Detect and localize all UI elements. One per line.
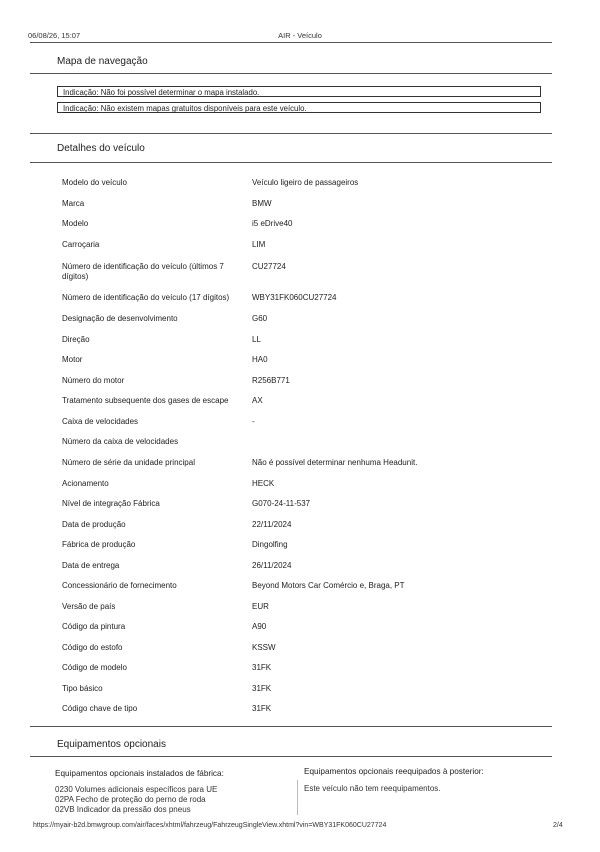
row-value: G070-24-11-537 [252, 499, 311, 508]
row-label: Concessionário de fornecimento [62, 581, 177, 590]
row-label: Modelo [62, 219, 89, 228]
nav-map-title: Mapa de navegação [57, 56, 148, 67]
row-value: 26/11/2024 [252, 561, 292, 570]
row-value: - [252, 417, 255, 426]
row-value: 31FK [252, 663, 272, 672]
row-label: Versão de país [62, 602, 116, 611]
print-datetime: 06/08/26, 15:07 [28, 31, 81, 40]
row-value: AX [252, 396, 263, 405]
nav-map-divider [30, 73, 552, 74]
row-label: Tipo básico [62, 684, 103, 693]
row-label: Acionamento [62, 479, 109, 488]
vehicle-details-divider [30, 162, 552, 163]
document-title: AIR - Veículo [278, 31, 322, 40]
equipment-divider [30, 756, 552, 757]
retrofit-equipment-text: Este veículo não tem reequipamentos. [304, 784, 441, 793]
row-value: CU27724 [252, 262, 286, 271]
row-value: Dingolfing [252, 540, 288, 549]
notice-text: Não existem mapas gratuitos disponíveis para este veículo. [100, 104, 307, 113]
notice-text: Não foi possível determinar o mapa instalado. [100, 88, 260, 97]
row-label: Número de identificação do veículo (17 dígitos) [62, 293, 230, 302]
row-label: Código chave de tipo [62, 704, 138, 713]
vehicle-details-title: Detalhes do veículo [57, 143, 145, 154]
row-value: HA0 [252, 355, 268, 364]
row-value: 31FK [252, 704, 272, 713]
row-label: Marca [62, 199, 85, 208]
row-label: Número da caixa de velocidades [62, 437, 179, 446]
row-label: Caixa de velocidades [62, 417, 139, 426]
row-value: A90 [252, 622, 267, 631]
row-value: 22/11/2024 [252, 520, 292, 529]
vehicle-details-top-divider [30, 133, 552, 134]
row-label: Data de entrega [62, 561, 120, 570]
row-value: R256B771 [252, 376, 290, 385]
row-value: WBY31FK060CU27724 [252, 293, 337, 302]
row-value: G60 [252, 314, 268, 323]
row-label: Tratamento subsequente dos gases de escape [62, 396, 229, 405]
row-label: Direção [62, 335, 90, 344]
row-value: i5 eDrive40 [252, 219, 293, 228]
page-number: 2/4 [553, 822, 563, 829]
list-item: 02VB Indicador da pressão dos pneus [55, 805, 191, 814]
row-value: Não é possível determinar nenhuma Headunit. [252, 458, 418, 467]
row-label: Data de produção [62, 520, 126, 529]
list-item: 0230 Volumes adicionais específicos para UE [55, 785, 218, 794]
header-divider [30, 42, 552, 43]
retrofit-equipment-title: Equipamentos opcionais reequipados à posterior: [304, 767, 484, 776]
footer-url: https://myair-b2d.bmwgroup.com/air/faces/xhtml/fahrzeug/FahrzeugSingleView.xhtml?vin=WBY31FK060CU27724 [33, 822, 387, 829]
row-value: BMW [252, 199, 272, 208]
notice-key: Indicação: [63, 88, 99, 97]
equipment-title: Equipamentos opcionais [57, 739, 166, 750]
row-label: Motor [62, 355, 83, 364]
row-value: 31FK [252, 684, 272, 693]
row-value: HECK [252, 479, 275, 488]
row-label: Código de modelo [62, 663, 127, 672]
row-label: Número de identificação do veículo (últimos 7 dígitos) [62, 262, 224, 281]
factory-equipment-title: Equipamentos opcionais instalados de fábrica: [55, 769, 224, 778]
equipment-column-divider [297, 780, 298, 815]
notice-map-installed [57, 86, 541, 97]
row-label: Nível de integração Fábrica [62, 499, 160, 508]
row-label: Designação de desenvolvimento [62, 314, 178, 323]
notice-key: Indicação: [63, 104, 99, 113]
list-item: 02PA Fecho de proteção do perno de roda [55, 795, 206, 804]
notice-free-maps [57, 102, 541, 113]
row-label: Carroçaria [62, 240, 100, 249]
row-value: Beyond Motors Car Comércio e, Braga, PT [252, 581, 405, 590]
row-label: Fábrica de produção [62, 540, 136, 549]
row-value: EUR [252, 602, 269, 611]
row-value: LIM [252, 240, 266, 249]
equipment-top-divider [30, 726, 552, 727]
row-value: Veículo ligeiro de passageiros [252, 178, 359, 187]
row-label: Modelo do veículo [62, 178, 127, 187]
row-label: Número do motor [62, 376, 125, 385]
row-value: KSSW [252, 643, 276, 652]
row-label: Código do estofo [62, 643, 123, 652]
row-value: LL [252, 335, 261, 344]
row-label: Número de série da unidade principal [62, 458, 195, 467]
row-label: Código da pintura [62, 622, 126, 631]
